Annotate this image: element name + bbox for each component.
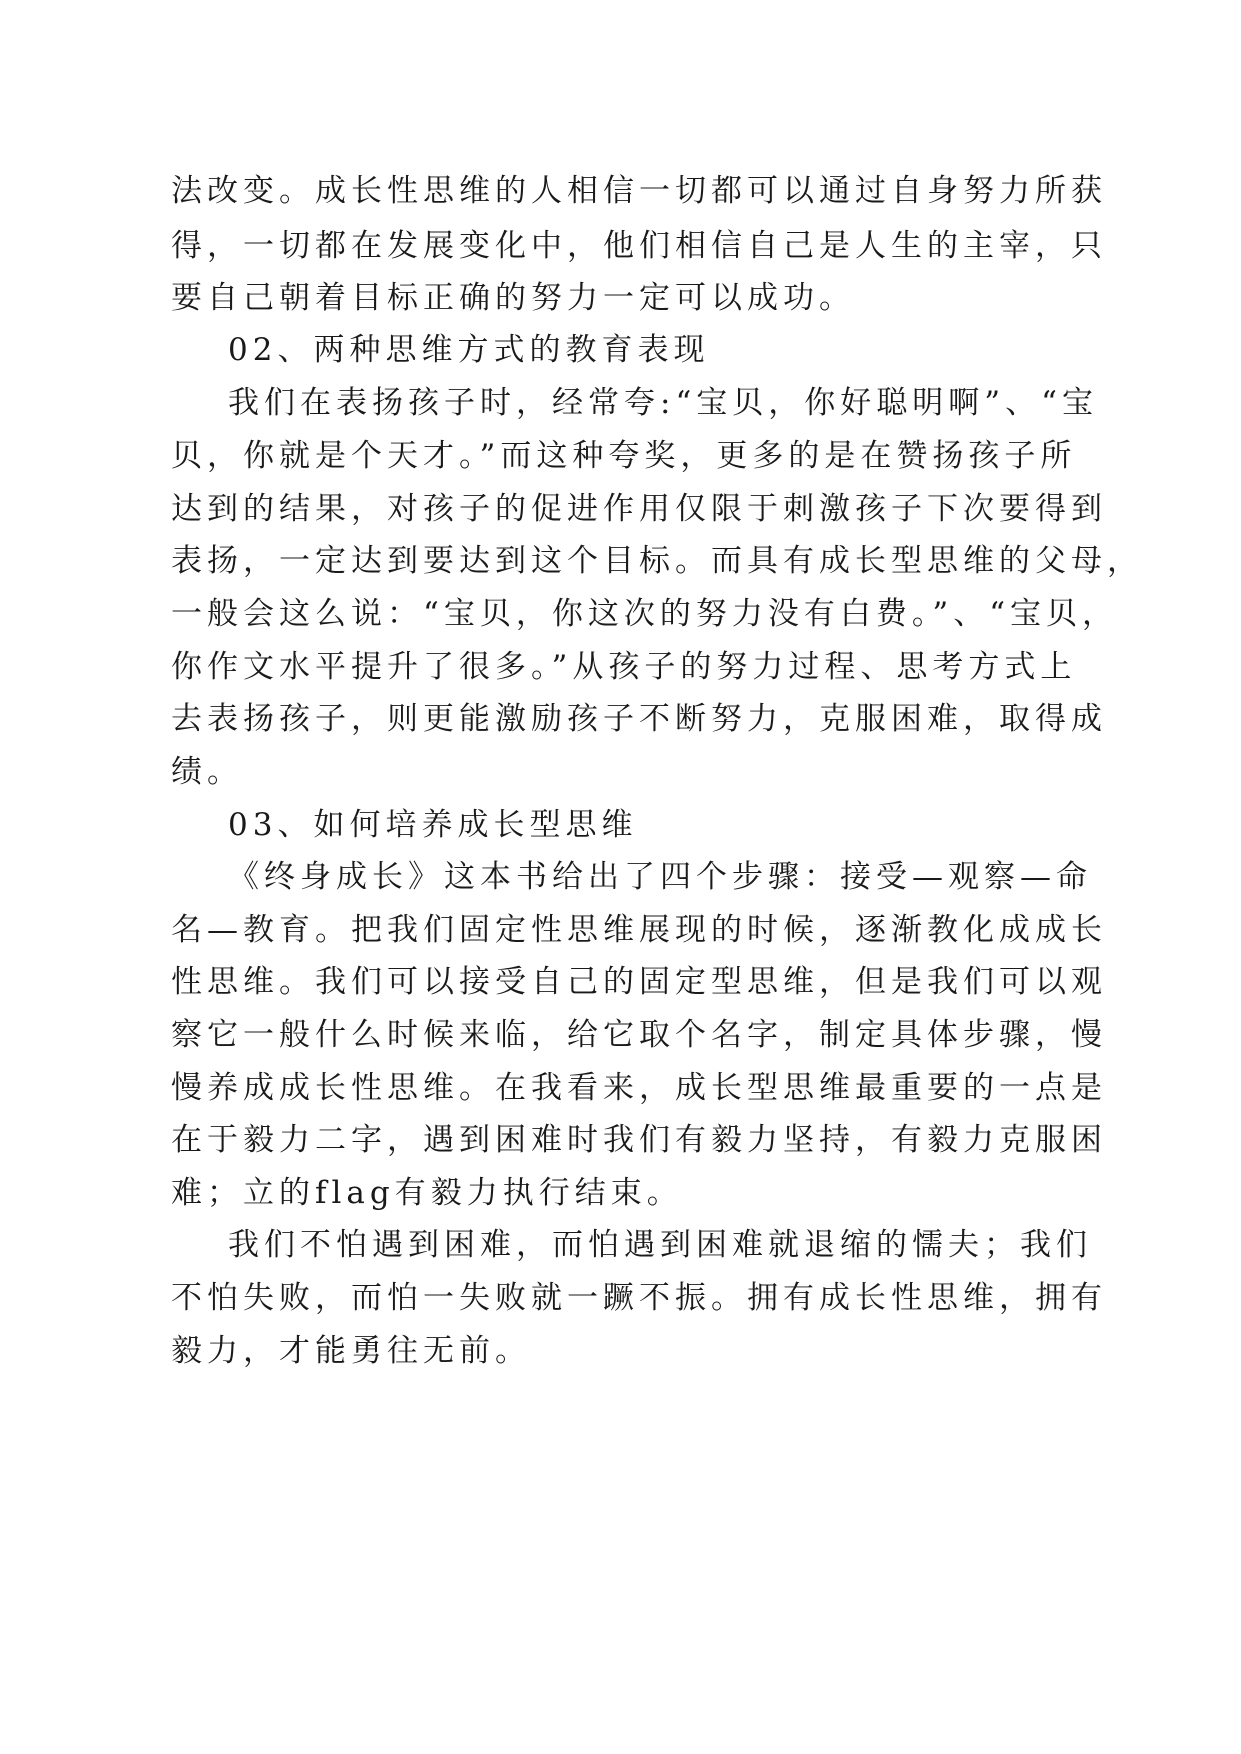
section-heading: 03、如何培养成长型思维 [228,807,638,843]
body-text-line: 慢养成成长性思维。在我看来，成长型思维最重要的一点是 [171,1070,1107,1106]
body-text-line: 法改变。成长性思维的人相信一切都可以通过自身努力所获 [171,173,1107,209]
body-text-line: 贝，你就是个天才。”而这种夸奖，更多的是在赞扬孩子所 [171,438,1077,474]
body-text-line: 绩。 [171,754,243,790]
body-text-line: 表扬，一定达到要达到这个目标。而具有成长型思维的父母， [171,543,1143,579]
body-text-line: 得，一切都在发展变化中，他们相信自己是人生的主宰，只 [171,228,1107,264]
body-text-line: 你作文水平提升了很多。”从孩子的努力过程、思考方式上 [171,649,1077,685]
body-text-line: 达到的结果，对孩子的促进作用仅限于刺激孩子下次要得到 [171,491,1107,527]
body-text-line: 察它一般什么时候来临，给它取个名字，制定具体步骤，慢 [171,1017,1107,1053]
body-text-line: 难；立的flag有毅力执行结束。 [171,1175,683,1211]
paragraph-first-line: 《终身成长》这本书给出了四个步骤：接受—观察—命 [228,859,1092,895]
body-text-line: 不怕失败，而怕一失败就一蹶不振。拥有成长性思维，拥有 [171,1280,1107,1316]
body-text-line: 要自己朝着目标正确的努力一定可以成功。 [171,280,855,316]
section-heading: 02、两种思维方式的教育表现 [228,332,710,368]
paragraph-first-line: 我们在表扬孩子时，经常夸:“宝贝，你好聪明啊”、“宝 [228,385,1098,421]
body-text-line: 毅力，才能勇往无前。 [171,1333,531,1369]
body-text-line: 一般会这么说：“宝贝，你这次的努力没有白费。”、“宝贝， [171,596,1119,632]
body-text-line: 在于毅力二字，遇到困难时我们有毅力坚持，有毅力克服困 [171,1122,1107,1158]
paragraph-first-line: 我们不怕遇到困难，而怕遇到困难就退缩的懦夫；我们 [228,1227,1092,1263]
body-text-line: 去表扬孩子，则更能激励孩子不断努力，克服困难，取得成 [171,701,1107,737]
body-text-line: 名—教育。把我们固定性思维展现的时候，逐渐教化成成长 [171,912,1107,948]
body-text-line: 性思维。我们可以接受自己的固定型思维，但是我们可以观 [171,964,1107,1000]
